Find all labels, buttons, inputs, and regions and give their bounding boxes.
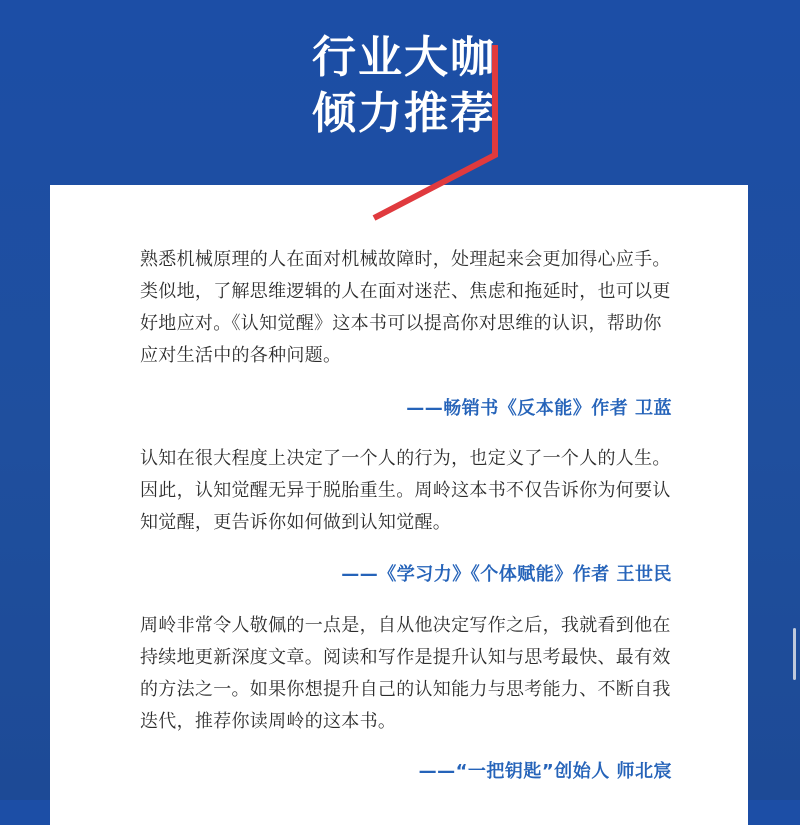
recommendation-quote: 认知在很大程度上决定了一个人的行为，也定义了一个人的人生。因此，认知觉醒无异于脱胎重生。周岭这本书不仅告诉你为何要认知觉醒，更告诉你如何做到认知觉醒。 — [140, 448, 671, 533]
title-line-1: 行业大咖 — [312, 32, 496, 83]
recommendation-quote: 熟悉机械原理的人在面对机械故障时，处理起来会更加得心应手。类似地，了解思维逻辑的人在面对迷茫、焦虑和拖延时，也可以更好地应对。《认知觉醒》这本书可以提高你对思维的认识，帮助你应对生活中的各种问题。 — [140, 249, 671, 366]
recommendation-attribution: ——《学习力》《个体赋能》作者 王世民 — [341, 564, 672, 585]
recommendation-quote: 周岭非常令人敬佩的一点是，自从他决定写作之后，我就看到他在持续地更新深度文章。阅读和写作是提升认知与思考最快、最有效的方法之一。如果你想提升自己的认知能力与思考能力、不断自我迭代，推荐你读周岭的这本书。 — [140, 615, 671, 732]
accent-line-decoration — [360, 40, 510, 225]
scrollbar-thumb[interactable] — [793, 628, 796, 680]
title-line-2: 倾力推荐 — [312, 88, 496, 139]
recommendation-attribution: ——畅销书《反本能》作者 卫蓝 — [406, 398, 672, 419]
recommendation-attribution: ——“一把钥匙”创始人 师北宸 — [418, 761, 672, 782]
